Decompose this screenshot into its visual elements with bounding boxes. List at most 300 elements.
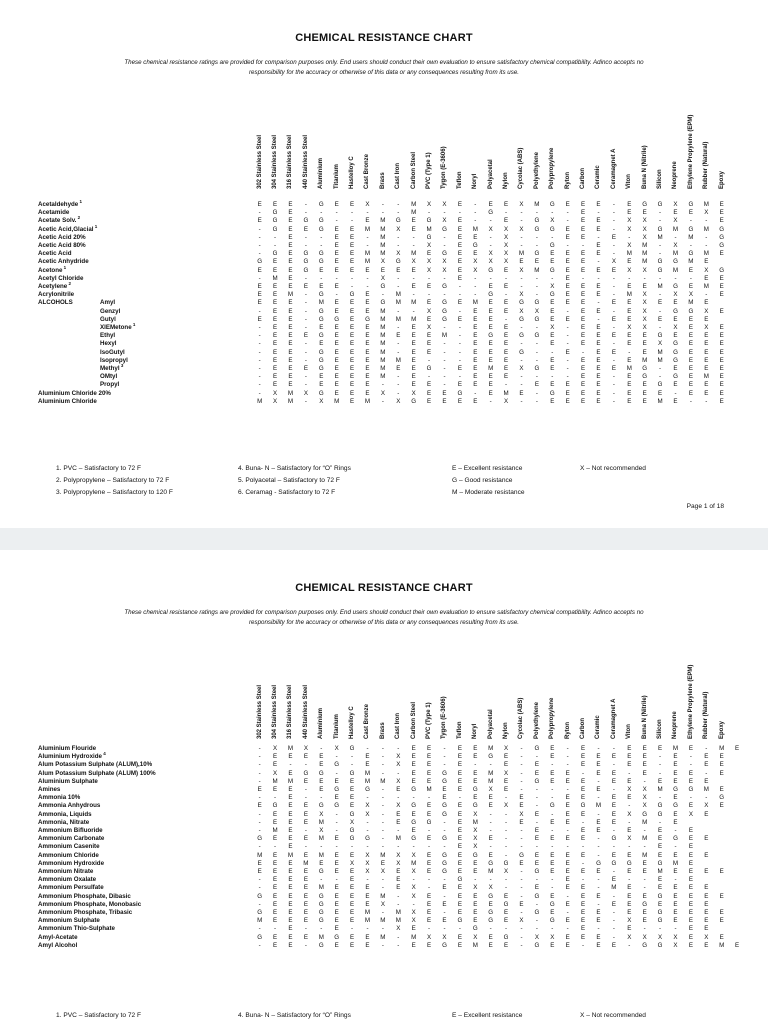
rating-cell: E bbox=[735, 941, 740, 949]
rating-cell: M bbox=[364, 397, 371, 405]
table-row bbox=[0, 868, 768, 876]
rating-cell: G bbox=[442, 299, 447, 307]
rating-cell: - bbox=[566, 761, 569, 769]
rating-cell: E bbox=[642, 348, 647, 356]
rating-cell: E bbox=[488, 201, 493, 208]
rating-cell: - bbox=[551, 233, 554, 241]
rating-cell: E bbox=[673, 900, 678, 908]
rating-cell: E bbox=[627, 761, 632, 769]
rating-cell: E bbox=[519, 900, 524, 908]
rating-cell: M bbox=[257, 397, 263, 405]
column-header-label: Polyethylene bbox=[533, 151, 540, 189]
rating-cell: X bbox=[704, 209, 709, 217]
rating-cell: E bbox=[288, 209, 293, 217]
rating-cell: E bbox=[565, 291, 570, 299]
rating-cell: - bbox=[551, 209, 554, 217]
rating-cell: G bbox=[688, 250, 694, 258]
rating-cell: E bbox=[273, 941, 278, 949]
rating-cell: G bbox=[303, 769, 309, 777]
rating-cell: M bbox=[318, 835, 324, 843]
rating-cell: - bbox=[443, 818, 446, 826]
rating-cell: M bbox=[272, 274, 278, 282]
rating-cell: E bbox=[273, 348, 278, 356]
rating-cell: M bbox=[380, 356, 386, 364]
footnote-ref: 1 bbox=[131, 321, 136, 327]
rating-cell: E bbox=[334, 365, 339, 372]
rating-cell: E bbox=[565, 201, 570, 208]
rating-cell: E bbox=[350, 851, 355, 859]
rating-cell: - bbox=[258, 941, 261, 949]
rating-cell: - bbox=[612, 291, 615, 299]
rating-cell: - bbox=[258, 381, 261, 389]
rating-cell: E bbox=[457, 851, 462, 859]
rating-cell: M bbox=[703, 786, 709, 793]
rating-cell: G bbox=[673, 348, 678, 356]
table-row bbox=[0, 362, 768, 373]
chemical-subtype: IsoGutyl bbox=[100, 348, 125, 356]
rating-cell: E bbox=[365, 941, 370, 949]
rating-cell: E bbox=[565, 917, 570, 925]
rating-cell: E bbox=[427, 283, 432, 290]
column-header-label: 302 Stainless Steel bbox=[256, 134, 263, 189]
rating-cell: E bbox=[504, 266, 509, 274]
rating-cell: E bbox=[334, 859, 339, 867]
footnote-1: 1. PVC – Satisfactory to 72 F bbox=[56, 465, 142, 472]
rating-cell: E bbox=[642, 761, 647, 769]
rating-cell: - bbox=[443, 753, 446, 761]
rating-cell: E bbox=[457, 868, 462, 875]
rating-cell: E bbox=[334, 324, 339, 331]
rating-cell: - bbox=[520, 397, 523, 405]
rating-cell: G bbox=[395, 217, 401, 225]
rating-cell: E bbox=[596, 201, 601, 208]
rating-cell: E bbox=[365, 892, 370, 900]
rating-cell: M bbox=[287, 777, 294, 785]
rating-cell: X bbox=[380, 868, 385, 875]
rating-cell: - bbox=[566, 827, 569, 834]
rating-cell: - bbox=[659, 769, 662, 777]
rating-cell: E bbox=[688, 381, 693, 389]
rating-cell: - bbox=[304, 340, 307, 348]
rating-cell: - bbox=[443, 761, 446, 769]
rating-cell: - bbox=[397, 242, 400, 249]
rating-cell: E bbox=[581, 209, 586, 217]
rating-cell: E bbox=[673, 397, 678, 405]
rating-cell: G bbox=[642, 365, 648, 372]
rating-cell: E bbox=[719, 868, 724, 875]
rating-cell: E bbox=[396, 810, 401, 818]
rating-cell: E bbox=[688, 835, 693, 843]
rating-cell: E bbox=[380, 266, 385, 274]
rating-cell: - bbox=[535, 356, 538, 364]
rating-cell: - bbox=[612, 827, 615, 834]
rating-cell: E bbox=[396, 332, 401, 340]
rating-cell: - bbox=[489, 242, 492, 249]
rating-cell: M bbox=[395, 917, 401, 925]
rating-cell: - bbox=[351, 274, 354, 282]
rating-cell: E bbox=[288, 933, 293, 941]
rating-cell: - bbox=[397, 843, 400, 851]
rating-cell: G bbox=[472, 925, 478, 933]
rating-cell: E bbox=[288, 266, 293, 274]
rating-cell: E bbox=[303, 868, 308, 875]
rating-cell: M bbox=[642, 818, 648, 826]
rating-cell: E bbox=[396, 884, 401, 892]
rating-cell: X bbox=[504, 769, 509, 777]
rating-cell: E bbox=[273, 933, 278, 941]
column-header-label: Silicon bbox=[657, 719, 664, 739]
rating-cell: - bbox=[520, 892, 523, 900]
rating-cell: E bbox=[688, 365, 693, 372]
rating-cell: - bbox=[535, 900, 538, 908]
rating-cell: E bbox=[719, 340, 724, 348]
rating-cell: E bbox=[411, 925, 416, 933]
column-header-ceramagnet-a bbox=[606, 75, 621, 195]
column-header-carbon-steel bbox=[406, 625, 421, 745]
rating-cell: - bbox=[520, 777, 523, 785]
rating-cell: - bbox=[674, 389, 677, 397]
chemical-name: Acetamide bbox=[38, 209, 70, 217]
rating-cell: - bbox=[705, 745, 708, 752]
rating-cell: E bbox=[427, 745, 432, 752]
rating-cell: E bbox=[288, 810, 293, 818]
rating-cell: - bbox=[643, 274, 646, 282]
rating-cell: - bbox=[612, 201, 615, 208]
rating-cell: E bbox=[565, 802, 570, 810]
rating-cell: - bbox=[381, 909, 384, 916]
rating-cell: - bbox=[489, 843, 492, 851]
rating-cell: - bbox=[258, 900, 261, 908]
rating-cell: E bbox=[488, 794, 493, 802]
column-header-label: Nylon bbox=[503, 722, 510, 739]
column-header-noryl bbox=[468, 625, 483, 745]
rating-cell: X bbox=[473, 266, 478, 274]
rating-cell: E bbox=[704, 348, 709, 356]
table-row bbox=[0, 794, 768, 802]
rating-cell: X bbox=[380, 900, 385, 908]
rating-cell: M bbox=[488, 365, 494, 372]
rating-cell: E bbox=[411, 356, 416, 364]
table-row bbox=[0, 242, 768, 250]
rating-cell: G bbox=[411, 397, 417, 405]
column-header-label: Ceramic bbox=[595, 165, 602, 189]
rating-cell: E bbox=[288, 242, 293, 249]
rating-cell: E bbox=[611, 233, 616, 241]
rating-cell: - bbox=[551, 843, 554, 851]
rating-cell: E bbox=[257, 266, 262, 274]
table-row bbox=[0, 357, 768, 365]
rating-cell: E bbox=[288, 802, 293, 810]
rating-cell: - bbox=[566, 909, 569, 916]
column-header-label: Cast Iron bbox=[395, 712, 402, 739]
rating-cell: E bbox=[350, 258, 355, 266]
rating-cell: - bbox=[597, 258, 600, 266]
rating-cell: M bbox=[488, 745, 494, 752]
rating-cell: E bbox=[457, 365, 462, 372]
rating-cell: - bbox=[628, 876, 631, 884]
rating-cell: X bbox=[319, 827, 324, 834]
rating-cell: E bbox=[273, 324, 278, 331]
rating-cell: G bbox=[657, 225, 663, 233]
rating-cell: E bbox=[411, 332, 416, 340]
table-row bbox=[0, 917, 768, 925]
rating-cell: - bbox=[258, 274, 261, 282]
rating-cell: M bbox=[672, 266, 679, 274]
rating-cell: - bbox=[366, 209, 369, 217]
rating-cell: E bbox=[350, 242, 355, 249]
rating-cell: X bbox=[365, 810, 370, 818]
rating-cell: E bbox=[658, 851, 663, 859]
rating-cell: M bbox=[380, 340, 386, 348]
rating-cell: E bbox=[581, 266, 586, 274]
column-header-label: Teflon bbox=[456, 171, 463, 189]
rating-cell: - bbox=[458, 307, 461, 315]
column-header-ethylene-propylene-epm bbox=[683, 625, 698, 745]
rating-cell: M bbox=[380, 242, 386, 249]
rating-cell: - bbox=[304, 291, 307, 299]
rating-cell: X bbox=[442, 933, 447, 941]
column-header-tygon-e-3606 bbox=[437, 625, 452, 745]
chemical-name: Amines bbox=[38, 786, 61, 793]
rating-cell: E bbox=[596, 365, 601, 372]
chemical-name: Aluminium Chloride bbox=[38, 397, 97, 405]
column-header-316-stainless-steel bbox=[283, 625, 298, 745]
rating-cell: E bbox=[688, 769, 693, 777]
rating-cell: - bbox=[304, 307, 307, 315]
rating-cell: - bbox=[520, 909, 523, 916]
rating-cell: X bbox=[442, 217, 447, 225]
rating-cell: X bbox=[519, 810, 524, 818]
rating-cell: - bbox=[505, 925, 508, 933]
rating-cell: - bbox=[366, 274, 369, 282]
rating-cell: E bbox=[473, 769, 478, 777]
rating-cell: E bbox=[288, 884, 293, 892]
rating-cell: E bbox=[581, 868, 586, 875]
chemical-subtype: Methyl $^3$ bbox=[100, 362, 124, 372]
rating-cell: - bbox=[258, 340, 261, 348]
rating-cell: E bbox=[550, 356, 555, 364]
rating-cell: E bbox=[365, 348, 370, 356]
rating-cell: - bbox=[551, 794, 554, 802]
rating-cell: X bbox=[365, 851, 370, 859]
rating-cell: E bbox=[288, 233, 293, 241]
rating-cell: M bbox=[703, 373, 709, 381]
rating-cell: X bbox=[427, 307, 432, 315]
rating-cell: E bbox=[627, 397, 632, 405]
rating-cell: E bbox=[303, 892, 308, 900]
rating-cell: - bbox=[520, 233, 523, 241]
rating-cell: G bbox=[673, 283, 678, 290]
rating-cell: E bbox=[565, 348, 570, 356]
rating-cell: E bbox=[365, 365, 370, 372]
rating-cell: E bbox=[550, 859, 555, 867]
rating-cell: G bbox=[411, 786, 417, 793]
rating-cell: E bbox=[442, 794, 447, 802]
rating-cell: E bbox=[688, 843, 693, 851]
chemical-name: Ammonium Carbonate bbox=[38, 835, 105, 843]
rating-cell: E bbox=[488, 340, 493, 348]
rating-cell: E bbox=[596, 356, 601, 364]
rating-cell: - bbox=[659, 291, 662, 299]
column-header-label: Noryl bbox=[472, 173, 479, 189]
rating-cell: E bbox=[565, 389, 570, 397]
rating-cell: - bbox=[428, 876, 431, 884]
rating-cell: - bbox=[443, 291, 446, 299]
rating-cell: X bbox=[273, 769, 278, 777]
rating-cell: - bbox=[597, 851, 600, 859]
rating-cell: E bbox=[457, 786, 462, 793]
rating-cell: E bbox=[550, 315, 555, 323]
rating-cell: - bbox=[689, 753, 692, 761]
rating-cell: E bbox=[704, 810, 709, 818]
rating-cell: M bbox=[380, 233, 386, 241]
rating-cell: M bbox=[472, 941, 478, 949]
column-header-label: Hastelloy C bbox=[349, 706, 356, 739]
rating-cell: G bbox=[257, 892, 263, 900]
rating-cell: E bbox=[642, 381, 647, 389]
rating-cell: E bbox=[303, 225, 308, 233]
rating-cell: - bbox=[397, 324, 400, 331]
rating-cell: E bbox=[611, 818, 616, 826]
rating-cell: - bbox=[258, 365, 261, 372]
rating-cell: E bbox=[581, 884, 586, 892]
rating-cell: E bbox=[257, 291, 262, 299]
rating-cell: E bbox=[473, 397, 478, 405]
rating-cell: G bbox=[488, 266, 494, 274]
rating-cell: E bbox=[411, 217, 416, 225]
rating-cell: G bbox=[488, 859, 494, 867]
rating-cell: - bbox=[566, 324, 569, 331]
rating-cell: X bbox=[627, 266, 632, 274]
rating-cell: E bbox=[427, 900, 432, 908]
rating-cell: - bbox=[474, 876, 477, 884]
rating-cell: - bbox=[428, 209, 431, 217]
rating-cell: M bbox=[318, 851, 324, 859]
rating-cell: E bbox=[658, 900, 663, 908]
chemical-name: Acetyl Chloride bbox=[38, 274, 84, 282]
rating-cell: E bbox=[350, 876, 355, 884]
rating-cell: - bbox=[551, 810, 554, 818]
rating-cell: E bbox=[334, 258, 339, 266]
rating-cell: - bbox=[366, 827, 369, 834]
rating-cell: - bbox=[535, 794, 538, 802]
rating-cell: E bbox=[427, 761, 432, 769]
rating-cell: X bbox=[627, 217, 632, 225]
column-header-polypropylene bbox=[545, 75, 560, 195]
rating-cell: E bbox=[473, 381, 478, 389]
column-header-titanium bbox=[329, 75, 344, 195]
rating-cell: E bbox=[319, 283, 324, 290]
rating-cell: - bbox=[597, 233, 600, 241]
rating-cell: G bbox=[426, 365, 432, 372]
rating-cell: X bbox=[550, 217, 555, 225]
rating-cell: E bbox=[273, 818, 278, 826]
rating-cell: E bbox=[350, 324, 355, 331]
rating-cell: E bbox=[365, 381, 370, 389]
rating-cell: E bbox=[488, 851, 493, 859]
rating-cell: - bbox=[258, 925, 261, 933]
rating-cell: - bbox=[397, 933, 400, 941]
rating-cell: - bbox=[366, 925, 369, 933]
rating-cell: - bbox=[705, 242, 708, 249]
chemical-name: Acetic Anhydride bbox=[38, 258, 89, 266]
column-header-tygon-e-3606 bbox=[437, 75, 452, 195]
rating-cell: E bbox=[688, 884, 693, 892]
rating-cell: E bbox=[581, 777, 586, 785]
rating-cell: E bbox=[504, 217, 509, 225]
rating-cell: G bbox=[519, 315, 524, 323]
rating-cell: E bbox=[442, 389, 447, 397]
table-row bbox=[0, 942, 768, 950]
chemical-name: Acetic Acid,Glacial $^1$ bbox=[38, 223, 98, 233]
rating-cell: - bbox=[304, 233, 307, 241]
rating-cell: - bbox=[505, 209, 508, 217]
rating-cell: G bbox=[442, 859, 447, 867]
rating-cell: E bbox=[303, 753, 308, 761]
rating-cell: - bbox=[274, 925, 277, 933]
rating-cell: E bbox=[457, 381, 462, 389]
rating-cell: E bbox=[596, 909, 601, 916]
chemical-subtype: Ethyl bbox=[100, 332, 116, 340]
rating-cell: - bbox=[458, 209, 461, 217]
rating-cell: E bbox=[303, 365, 308, 372]
page-title: CHEMICAL RESISTANCE CHART bbox=[295, 582, 473, 594]
rating-cell: E bbox=[427, 389, 432, 397]
rating-cell: G bbox=[380, 283, 386, 290]
rating-cell: M bbox=[364, 777, 371, 785]
rating-cell: M bbox=[657, 786, 663, 793]
rating-cell: E bbox=[596, 917, 601, 925]
rating-cell: E bbox=[534, 851, 539, 859]
rating-cell: E bbox=[257, 786, 262, 793]
rating-cell: E bbox=[457, 250, 462, 258]
rating-cell: X bbox=[473, 843, 478, 851]
rating-cell: - bbox=[335, 810, 338, 818]
rating-cell: - bbox=[520, 925, 523, 933]
rating-cell: - bbox=[412, 794, 415, 802]
rating-cell: - bbox=[659, 217, 662, 225]
rating-cell: - bbox=[520, 941, 523, 949]
rating-cell: E bbox=[273, 381, 278, 389]
rating-cell: X bbox=[273, 397, 278, 405]
rating-cell: E bbox=[288, 225, 293, 233]
rating-cell: E bbox=[488, 933, 493, 941]
rating-cell: E bbox=[303, 777, 308, 785]
rating-cell: - bbox=[505, 315, 508, 323]
chemical-name: Acetone $^1$ bbox=[38, 264, 67, 274]
rating-cell: E bbox=[303, 876, 308, 884]
rating-cell: E bbox=[334, 777, 339, 785]
rating-cell: E bbox=[642, 753, 647, 761]
rating-cell: E bbox=[735, 745, 740, 752]
rating-cell: M bbox=[364, 225, 371, 233]
rating-cell: E bbox=[350, 332, 355, 340]
rating-cell: - bbox=[366, 745, 369, 752]
rating-cell: - bbox=[597, 925, 600, 933]
rating-cell: E bbox=[565, 397, 570, 405]
rating-cell: E bbox=[457, 315, 462, 323]
rating-cell: - bbox=[489, 217, 492, 225]
rating-cell: - bbox=[304, 843, 307, 851]
rating-cell: G bbox=[442, 777, 447, 785]
footnote-1: 1. PVC – Satisfactory to 72 F bbox=[56, 1012, 142, 1019]
rating-cell: E bbox=[427, 340, 432, 348]
rating-cell: E bbox=[350, 900, 355, 908]
chemical-name: Aluminium Sulphate bbox=[38, 777, 98, 785]
rating-cell: X bbox=[673, 217, 678, 225]
rating-cell: M bbox=[642, 851, 648, 859]
rating-cell: E bbox=[411, 769, 416, 777]
